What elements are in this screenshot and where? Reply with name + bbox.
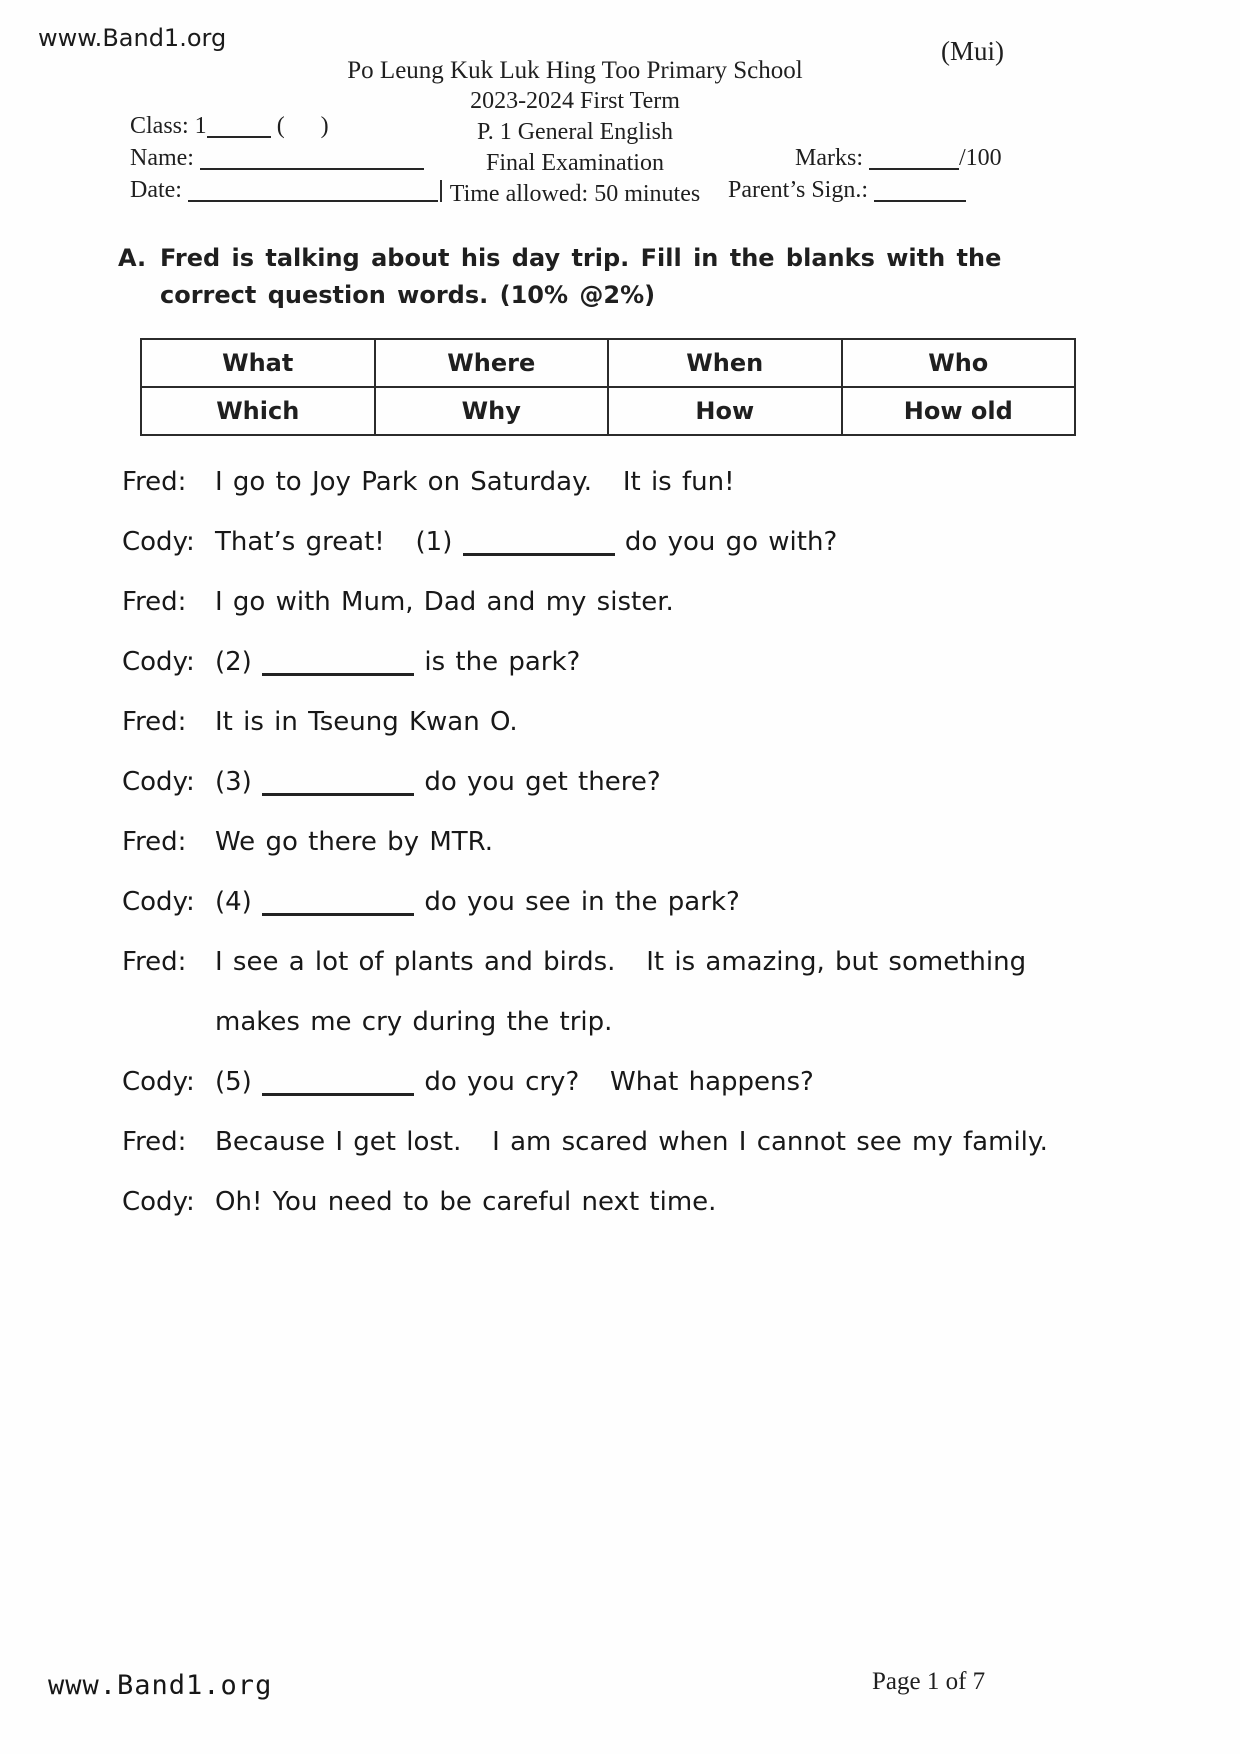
dialogue-line [122, 632, 1197, 692]
dialogue-segment: (5) [215, 1067, 263, 1097]
word-bank-cell: How old [842, 387, 1076, 435]
dialogue-segment: I see a lot of plants and birds. It is amazing, but something [215, 947, 1027, 977]
dialogue-segment: (3) [215, 767, 263, 797]
dialogue-text [215, 512, 1197, 572]
marks-label: Marks: [795, 145, 869, 171]
school-name: Po Leung Kuk Luk Hing Too Primary School [347, 57, 803, 84]
question-word-table-body [141, 339, 1075, 435]
dialogue-text [215, 1172, 1197, 1232]
answer-blank [262, 1072, 414, 1096]
speaker-label: Fred: [122, 467, 187, 497]
speaker-label: Cody: [122, 527, 195, 557]
answer-blank [262, 652, 414, 676]
dialogue-line [122, 1052, 1197, 1112]
dialogue-text [215, 872, 1197, 932]
page-number: Page 1 of 7 [872, 1668, 986, 1695]
dialogue-text [215, 692, 1197, 752]
dialogue-line [122, 812, 1197, 872]
section-instructions [160, 240, 1001, 314]
dialogue-segment: I go with Mum, Dad and my sister. [215, 587, 674, 617]
word-bank-cell: Why [375, 387, 609, 435]
dialogue-line [122, 932, 1197, 1052]
word-bank-cell: Who [842, 339, 1076, 387]
speaker-label: Cody: [122, 767, 195, 797]
word-bank-cell: When [608, 339, 842, 387]
name-field [130, 144, 424, 172]
section-a-heading [118, 240, 1001, 314]
dialogue-text [215, 452, 1197, 512]
dialogue-segment: That’s great! (1) [215, 527, 463, 557]
section-label: A. [118, 244, 147, 272]
speaker-label: Cody: [122, 1067, 195, 1097]
marker-mui: (Mui) [941, 36, 1004, 66]
question-word-table [140, 338, 1076, 436]
word-bank-cell: What [141, 339, 375, 387]
dialogue-segment: do you see in the park? [414, 887, 740, 917]
instruction-line-2: correct question words. (10% @2%) [160, 281, 656, 309]
watermark-top: www.Band1.org [38, 24, 227, 52]
marks-total: /100 [959, 145, 1002, 171]
parent-sign-label: Parent’s Sign.: [728, 177, 875, 203]
speaker-label: Fred: [122, 1127, 187, 1157]
word-bank-cell: Where [375, 339, 609, 387]
dialogue-segment: Oh! You need to be careful next time. [215, 1187, 717, 1217]
subject-line: P. 1 General English [477, 119, 673, 145]
speaker-label: Fred: [122, 587, 187, 617]
answer-blank [262, 892, 414, 916]
speaker-label: Cody: [122, 887, 195, 917]
dialogue-line [122, 752, 1197, 812]
dialogue-segment: do you cry? What happens? [414, 1067, 814, 1097]
dialogue [122, 452, 1197, 1232]
instruction-line-1: Fred is talking about his day trip. Fill in the blanks with the [160, 244, 1002, 272]
answer-blank [463, 532, 615, 556]
date-field [130, 176, 438, 204]
speaker-label: Fred: [122, 827, 187, 857]
term-line: 2023-2024 First Term [470, 88, 680, 114]
exam-title: Final Examination [486, 150, 664, 176]
word-bank-cell: How [608, 387, 842, 435]
dialogue-segment: It is in Tseung Kwan O. [215, 707, 518, 737]
watermark-bottom: www.Band1.org [48, 1670, 273, 1701]
parent-sign-field [728, 176, 966, 204]
dialogue-segment: Because I get lost. I am scared when I cannot see my family. [215, 1127, 1048, 1157]
dialogue-segment: (4) [215, 887, 263, 917]
word-bank-row [141, 387, 1075, 435]
word-bank-row [141, 339, 1075, 387]
date-blank [188, 176, 438, 202]
dialogue-segment: is the park? [414, 647, 581, 677]
speaker-label: Cody: [122, 1187, 195, 1217]
dialogue-line [122, 452, 1197, 512]
dialogue-segment: We go there by MTR. [215, 827, 494, 857]
speaker-label: Cody: [122, 647, 195, 677]
marks-blank [869, 144, 959, 170]
dialogue-line [122, 512, 1197, 572]
dialogue-text [215, 1052, 1197, 1112]
class-blank [207, 112, 271, 138]
name-blank [200, 144, 424, 170]
class-label: Class: 1 [130, 113, 207, 139]
dialogue-segment: do you get there? [414, 767, 661, 797]
dialogue-text [215, 752, 1197, 812]
dialogue-segment: makes me cry during the trip. [215, 1007, 613, 1037]
dialogue-segment: (2) [215, 647, 263, 677]
class-bracket: ( ) [276, 113, 329, 139]
word-bank-cell: Which [141, 387, 375, 435]
marks-field [795, 144, 1002, 172]
dialogue-line [122, 692, 1197, 752]
time-allowed: Time allowed: 50 minutes [449, 181, 701, 207]
name-label: Name: [130, 145, 200, 171]
dialogue-line [122, 572, 1197, 632]
dialogue-line [122, 1112, 1197, 1172]
answer-blank [262, 772, 414, 796]
dialogue-segment: I go to Joy Park on Saturday. It is fun! [215, 467, 735, 497]
speaker-label: Fred: [122, 707, 187, 737]
dialogue-text [215, 932, 1197, 1052]
dialogue-text [215, 812, 1197, 872]
date-label: Date: [130, 177, 188, 203]
dialogue-line [122, 1172, 1197, 1232]
class-field [130, 112, 329, 140]
dialogue-text [215, 572, 1197, 632]
dialogue-segment: do you go with? [614, 527, 838, 557]
dialogue-line [122, 872, 1197, 932]
dialogue-text [215, 632, 1197, 692]
dialogue-text [215, 1112, 1197, 1172]
parent-sign-blank [874, 176, 966, 202]
speaker-label: Fred: [122, 947, 187, 977]
